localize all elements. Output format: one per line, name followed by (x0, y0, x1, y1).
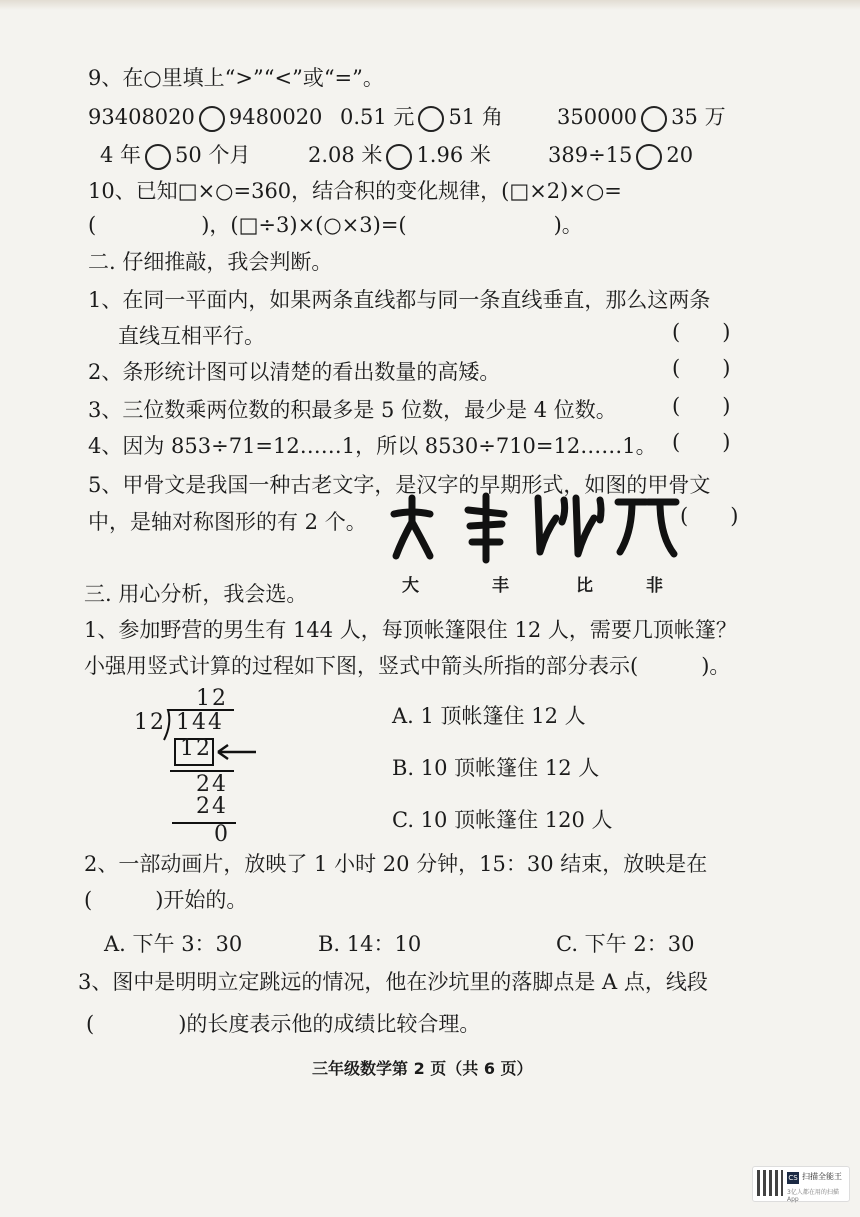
q9-row1-item3 (557, 103, 726, 132)
s3-q3-line1: 3、图中是明明立定跳远的情况，他在沙坑里的落脚点是 A 点，线段 (78, 970, 708, 994)
s3-q1-line2: 小强用竖式计算的过程如下图，竖式中箭头所指的部分表示( )。 (84, 654, 731, 678)
arrow-left-icon (214, 742, 258, 762)
camscanner-logo-icon: CS (788, 1174, 798, 1182)
q9-title: 9、在○里填上“>”“<”或“=”。 (88, 66, 384, 90)
oracle-label-feng: 丰 (492, 576, 509, 596)
q9-row1-item2 (340, 103, 503, 132)
oracle-label-da: 大 (402, 576, 419, 596)
judge-answer-5[interactable]: ( ) (680, 504, 739, 528)
division-divisor: 12 (134, 710, 166, 735)
s3-q2-option-a[interactable]: A. 下午 3：30 (104, 932, 243, 956)
oracle-feng-glyph (468, 496, 504, 560)
s3-q2-option-c[interactable]: C. 下午 2：30 (556, 932, 695, 956)
q9-r1-2-left: 0.51 元 (340, 105, 415, 129)
qr-code-icon (757, 1170, 783, 1196)
answer-circle[interactable] (145, 144, 171, 170)
judge-answer-2[interactable]: ( ) (672, 356, 731, 380)
q9-r2-1-right: 50 个月 (175, 143, 251, 167)
q9-r1-1-right: 9480020 (228, 105, 323, 129)
section2-heading: 二. 仔细推敲，我会判断。 (88, 250, 333, 274)
s3-q2-option-b[interactable]: B. 14：10 (318, 932, 422, 956)
judge-item-2: 2、条形统计图可以清楚的看出数量的高矮。 (88, 360, 501, 384)
answer-circle[interactable] (418, 106, 444, 132)
judge-item-1-cont: 直线互相平行。 (118, 324, 265, 348)
section3-heading: 三. 用心分析，我会选。 (84, 582, 308, 606)
oracle-label-bi: 比 (576, 576, 593, 596)
q9-row2-item2 (308, 141, 491, 170)
division-step2: 24 (196, 794, 228, 819)
answer-circle[interactable] (199, 106, 225, 132)
q9-r1-1-left: 93408020 (88, 105, 195, 129)
oracle-da-glyph (394, 498, 430, 556)
q9-r1-3-right: 35 万 (671, 105, 726, 129)
page-edge (0, 0, 860, 10)
oracle-bi-glyph (538, 498, 601, 554)
judge-answer-3[interactable]: ( ) (672, 394, 731, 418)
s3-q2-line1: 2、一部动画片，放映了 1 小时 20 分钟，15：30 结束，放映是在 (84, 852, 708, 876)
q9-r1-2-right: 51 角 (448, 105, 503, 129)
q10-line2: ( )，(□÷3)×(○×3)=( )。 (88, 213, 583, 237)
division-rem1: 24 (196, 772, 228, 797)
oracle-bone-characters (388, 492, 680, 564)
oracle-fei-glyph (618, 502, 676, 554)
page-footer: 三年级数学第 2 页（共 6 页） (312, 1059, 533, 1078)
s3-q1-line1: 1、参加野营的男生有 144 人，每顶帐篷限住 12 人，需要几顶帐篷？ (84, 618, 737, 642)
division-dividend: 144 (176, 710, 224, 735)
q9-r2-3-right: 20 (666, 143, 694, 167)
q9-r2-1-left: 4 年 (100, 143, 142, 167)
q9-row2-item3 (548, 141, 693, 170)
scanner-watermark-badge (752, 1166, 850, 1202)
s3-q3-line2: ( )的长度表示他的成绩比较合理。 (86, 1012, 481, 1036)
judge-item-5: 5、甲骨文是我国一种古老文字，是汉字的早期形式，如图的甲骨文 (88, 473, 711, 497)
q9-r2-2-left: 2.08 米 (308, 143, 383, 167)
judge-item-5-cont: 中，是轴对称图形的有 2 个。 (88, 510, 367, 534)
q9-r2-2-right: 1.96 米 (416, 143, 491, 167)
oracle-label-fei: 非 (646, 576, 663, 596)
judge-item-3: 3、三位数乘两位数的积最多是 5 位数，最少是 4 位数。 (88, 398, 617, 422)
judge-answer-1[interactable]: ( ) (672, 320, 731, 344)
q9-r2-3-left: 389÷15 (548, 143, 633, 167)
q9-row2-item1 (100, 141, 250, 170)
division-step1: 12 (180, 736, 212, 761)
answer-circle[interactable] (386, 144, 412, 170)
s3-q1-option-a[interactable]: A. 1 顶帐篷住 12 人 (392, 704, 586, 728)
q9-row1-item1 (88, 103, 322, 132)
q9-r1-3-left: 350000 (557, 105, 638, 129)
q10-line1: 10、已知□×○=360，结合积的变化规律，(□×2)×○= (88, 179, 622, 203)
division-quotient: 12 (196, 686, 228, 711)
scanner-name: 扫描全能王 (802, 1172, 842, 1181)
judge-item-4: 4、因为 853÷71=12……1，所以 8530÷710=12……1。 (88, 434, 657, 458)
s3-q2-line2: ( )开始的。 (84, 888, 248, 912)
judge-item-1: 1、在同一平面内，如果两条直线都与同一条直线垂直，那么这两条 (88, 288, 711, 312)
division-final: 0 (214, 822, 230, 847)
s3-q1-option-c[interactable]: C. 10 顶帐篷住 120 人 (392, 808, 613, 832)
judge-answer-4[interactable]: ( ) (672, 430, 731, 454)
answer-circle[interactable] (641, 106, 667, 132)
answer-circle[interactable] (636, 144, 662, 170)
scanner-subtitle: 3亿人都在用的扫描App (787, 1189, 839, 1203)
s3-q1-option-b[interactable]: B. 10 顶帐篷住 12 人 (392, 756, 600, 780)
